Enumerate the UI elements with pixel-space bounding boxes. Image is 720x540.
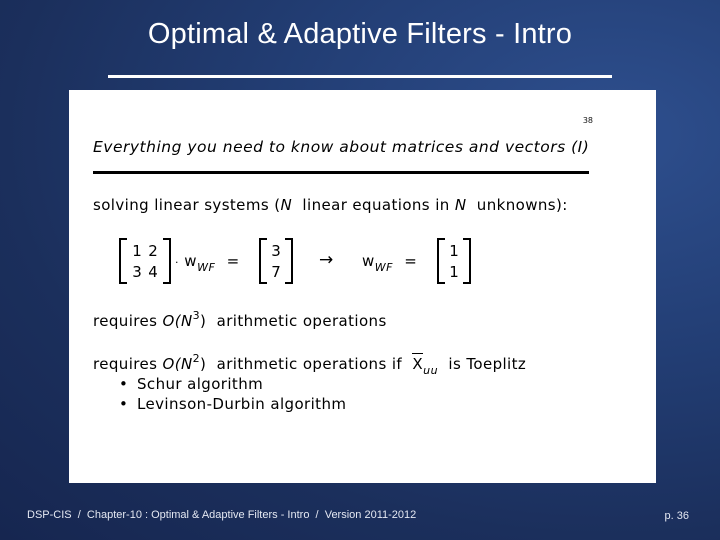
dot-operator: · bbox=[175, 256, 179, 269]
vector-b bbox=[259, 238, 293, 284]
matrix-a bbox=[119, 238, 171, 284]
heading-divider bbox=[93, 171, 589, 174]
page-number: 38 bbox=[582, 116, 593, 125]
var-n-2: N bbox=[454, 196, 467, 214]
toeplitz-text: is Toeplitz bbox=[438, 355, 527, 373]
bullet-icon: • bbox=[119, 395, 129, 413]
var-n-1: N bbox=[280, 196, 293, 214]
complexity-n2-line bbox=[93, 352, 527, 377]
complexity-text: ) arithmetic operations if bbox=[200, 355, 413, 373]
exponent: 3 bbox=[192, 309, 201, 322]
section-heading: Everything you need to know about matrices and vectors (I) bbox=[93, 138, 590, 156]
w-wf-2 bbox=[362, 252, 418, 274]
implies-arrow: → bbox=[319, 250, 334, 270]
x-subscript: uu bbox=[423, 364, 439, 377]
matrix-a-cell: 3 bbox=[132, 262, 142, 281]
w-wf-1 bbox=[175, 252, 240, 274]
bullet-icon: • bbox=[119, 375, 129, 393]
linear-systems-post: unknowns): bbox=[466, 196, 568, 214]
slide-footer: DSP-CIS / Chapter-10 : Optimal & Adaptive Filters - Intro / Version 2011-2012 bbox=[27, 509, 417, 521]
equals-sign: = bbox=[226, 252, 240, 270]
complexity-text: ) arithmetic operations bbox=[200, 312, 387, 330]
w-symbol: w bbox=[184, 252, 198, 270]
linear-systems-line bbox=[93, 196, 568, 214]
bullet-text: Schur algorithm bbox=[137, 375, 264, 393]
slide-page-number: p. 36 bbox=[664, 510, 689, 522]
w-symbol: w bbox=[362, 252, 375, 270]
x-matrix-symbol: X bbox=[412, 355, 424, 373]
w-subscript: WF bbox=[197, 261, 216, 274]
exponent: 2 bbox=[192, 352, 201, 365]
linear-systems-pre: solving linear systems ( bbox=[93, 196, 281, 214]
equals-sign: = bbox=[404, 252, 418, 270]
equation bbox=[69, 238, 656, 290]
matrix-a-cell: 1 bbox=[132, 241, 142, 260]
vector-x-cell: 1 bbox=[449, 241, 459, 260]
vector-b-cell: 7 bbox=[271, 262, 281, 281]
w-subscript: WF bbox=[374, 261, 393, 274]
algorithm-list bbox=[119, 374, 346, 414]
content-panel bbox=[69, 90, 656, 483]
big-o: O(N bbox=[162, 355, 193, 373]
matrix-a-cell: 2 bbox=[148, 241, 158, 260]
list-item bbox=[119, 374, 346, 394]
bullet-text: Levinson-Durbin algorithm bbox=[137, 395, 347, 413]
title-divider bbox=[108, 75, 612, 78]
complexity-n3-line bbox=[93, 309, 387, 330]
vector-x-cell: 1 bbox=[449, 262, 459, 281]
vector-b-cell: 3 bbox=[271, 241, 281, 260]
requires-label: requires bbox=[93, 312, 163, 330]
linear-systems-mid: linear equations in bbox=[292, 196, 455, 214]
vector-x bbox=[437, 238, 471, 284]
slide-title: Optimal & Adaptive Filters - Intro bbox=[147, 18, 573, 50]
big-o: O(N bbox=[162, 312, 193, 330]
requires-label: requires bbox=[93, 355, 163, 373]
list-item bbox=[119, 394, 346, 414]
matrix-a-cell: 4 bbox=[148, 262, 158, 281]
